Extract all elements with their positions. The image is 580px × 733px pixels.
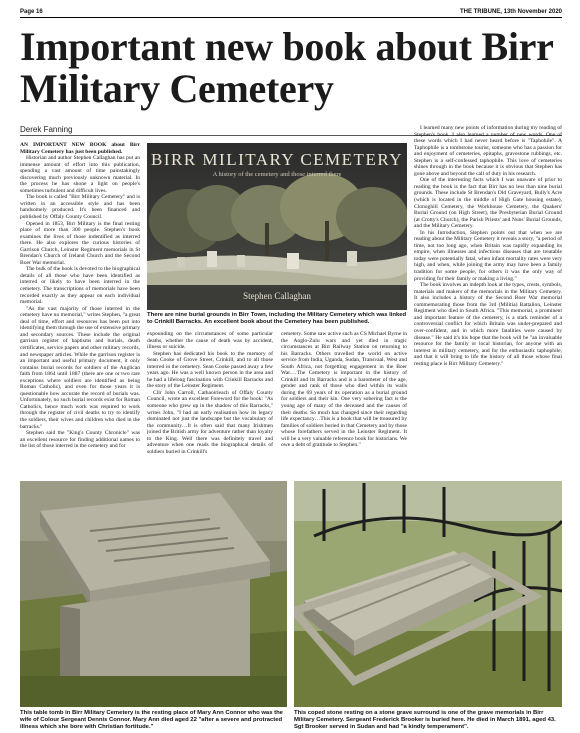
cover-subtitle: A history of the cemetery and those interred there <box>212 171 342 178</box>
book-cover-image <box>147 143 407 310</box>
page-header <box>20 6 562 18</box>
lead-paragraph: AN IMPORTANT NEW BOOK about Birr Military Cemetery has just been published. <box>20 142 140 155</box>
paragraph: The book involves an indepth look at the types, crests, symbols, materials and makers of the memorials in the Military Cemetery. It also includes a history of the Second Boer War memorial commemorating those from the 3rd (Militia) Battalion, Leinster Regiment who died in South Africa. "This memorial, a prominent and important feature of the cemetery, is a stark reminder of a controversial conflict for which Britain was under-prepared and over-confident, and in which more fatalities were caused by disease." He said it's his hope that the book will be "an invaluable resource for the family or local historian, for anyone with an interest in military cemetery, and for the enthusiastic taphophile, and that it will bring to life the history of all those whose final resting place is Birr Military Cemetery." <box>414 282 562 367</box>
table-tomb-photo <box>20 481 287 707</box>
table-tomb-illustration <box>20 481 287 707</box>
paragraph: In his Introduction, Stephen points out that when we are reading about the Military Cemetery it reveals a story, "a period of time, not too long ago, when Britain was rapidly expanding its empire, when illnesses and infectious diseases that are treatable today were potentially fatal, when infant mortality rates were very high, and when, while joining the army may have been a family tradition for some people, for others it was the only way of providing for their family or making a living." <box>414 229 562 282</box>
paragraph: One of the interesting facts which I was unaware of prior to reading the book is the fact that Birr has no less than nine burial grounds. These include St Brendan's Old Graveyard, Bully's Acre (which is located in the middle of High Gate housing estate), Clonoghill Cemetery, the Workhouse Cemetery, the Quakers' Burial Ground (on High Street), the Presbyterian Burial Ground (at Crotty's Church), the Parish Priests' and Nuns' Burial Grounds, and the Military Cemetery. <box>414 177 562 230</box>
paragraph: "As the vast majority of those interred in the cemetery have no memorial," writes Stephen, "a great deal of time, effort and resources has been put into identifying them through the use of extensive primary and secondary sources. These include the original garrison register of baptisms and burials, death certificates, service papers and other military records, and newspaper articles. While the garrison register is an important and useful primary document, it only contains burial records for soldiers of the Anglican faith from 1864 until 1887 (there are one or two rare exceptions where soldiers are identified as being Roman Catholic), and even for those years it is questionable how accurate the record of burials was. Unfortunately, no such burial records exist for Roman Catholics, hence much work was required to work through the register of civil deaths to try to identify the soldiers, their wives and children who died in the barracks." <box>20 305 140 430</box>
article-column-4 <box>414 125 562 475</box>
byline: Derek Fanning <box>20 125 73 134</box>
article-column-2 <box>147 331 273 468</box>
tomb-photo-caption: This table tomb in Birr Military Cemetery is the resting place of Mary Ann Connor who was the wife of Colour Sergeant Dennis Connor. Mary Ann died aged 22 "after a severe and protracted illness which she bore with Christian fortitude." <box>20 710 283 730</box>
coped-stone-photo <box>294 481 562 707</box>
paragraph: cemetery. Some saw active such as CS Michael Byrne in the Anglo-Zulu wars and yet died in tragic circumstances at Birr Railway Station on returning to his Barracks. Others travelled the world on active service from India, Uganda, Sudan, Transvaal, West and South Africa, not forgetting engagement in the Boer War.…The Cemetery is important in the history of Crinkill and its Barracks and is a barometer of the age, gender and rank of those who died within its walls during the 69 years of its operation as a burial ground for soldiers and their kin. One very sobering fact is the young age of many of the deceased and the causes of their deaths. So much has changed since their regarding life expectancy…This is a book that will be treasured by families of soldiers buried in that Cemetery and by those whose forefathers served in the Leinster Regiment. It will be a very valuable reference book for historians. We owe a debt of gratitude to Stephen." <box>281 331 407 449</box>
paragraph: The bulk of the book is devoted to the biographical details of all those who have been identified as interred or likely to have been interred in the cemetery. The transcriptions of memorials have been recorded exactly as they appear on each individual memorial. <box>20 266 140 306</box>
coped-stone-caption: This coped stone resting on a stone grave surround is one of the grave memorials in Birr Military Cemetery. Sergeant Frederick Brooker is buried here. He died in March 1891, aged 43. Sgt Brooker served in Sudan and had "a kindly temperament". <box>294 710 556 730</box>
paragraph: Stephen said the "King's County Chronicle" was an excellent resource for finding additional names to the list of those interred in the cemetery and for <box>20 430 140 450</box>
publication-date: THE TRIBUNE, 13th November 2020 <box>459 8 562 15</box>
paragraph: I learned many new points of information during my reading of Stephen's book. I also learned a number of new words. One of these words which I had never heard before is "Taphohile". A Taphophile is a tombstone tourist, someone who has a passion for and enjoyment of cemeteries, epitaphs, gravestone rubbings, etc. Stephen is a self-confessed taphophile. This love of cemeteries shines through in the book because it is obvious that Stephen has gone above and beyond the call of duty in his research. <box>414 125 562 177</box>
article-headline: Important new book about Birr Military Cemetery <box>20 24 553 111</box>
paragraph: Stephen has dedicated his book to the memory of Sean Cooke of Grove Street, Crinkill, and to all those interred in the cemetery. Sean Cooke passed away a few years ago. He was a well known person in the area and he had a lifelong fascination with Crinkill Barracks and the story of the Leinster Regiment. <box>147 350 273 390</box>
coped-stone-illustration <box>294 481 562 707</box>
cover-title: BIRR MILITARY CEMETERY <box>150 150 404 169</box>
paragraph: Historian and author Stephen Callaghan has put an immense amount of effort into this publication, spending a vast amount of time painstakingly discovering much previously unknown material. In the process he has shone a light on people's sometimes turbulent and difficult lives. <box>20 155 140 194</box>
article-column-3 <box>281 331 407 468</box>
paragraph: expounding on the circumstances of some particular deaths, whether the cause of death was by accident, illness or suicide. <box>147 331 273 351</box>
paragraph: Cllr John Carroll, Cathaoirleach of Offaly County Council, wrote an excellent Foreword for the book: "As someone who grew up in the shadow of this Barracks," writes John, "I had an early realisation how its legacy dominated not just the landscape but the vocabulary of the community…It is often said that many Irishmen joined the British army for adventure rather than loyalty to the King. Well there was definitely travel and adventure when one reads the biographical details of soldiers buried in Crinkill's <box>147 389 273 455</box>
cover-author: Stephen Callaghan <box>243 291 311 301</box>
paragraph: Opened in 1853, Birr Military is the final resting place of more than 300 people. Stephen's book examines the lives of those indentified as interred there. He also explores the curious histories of Garrison Church, Leinster Regiment memorials in St Brendan's Church of Ireland Church and the Second Boer War memorial. <box>20 220 140 266</box>
page-number: Page 16 <box>20 8 43 15</box>
article-column-1 <box>20 142 140 468</box>
paragraph: The book is called "Birr Military Cemetery" and is written in an accessible style and has been handsomely produced. It's been financed and published by Offaly County Council. <box>20 194 140 221</box>
cover-caption: There are nine burial grounds in Birr Town, including the Military Cemetery which was linked to Crinkill Barracks. An excellent book about the Cemetery has been published. <box>147 312 407 325</box>
